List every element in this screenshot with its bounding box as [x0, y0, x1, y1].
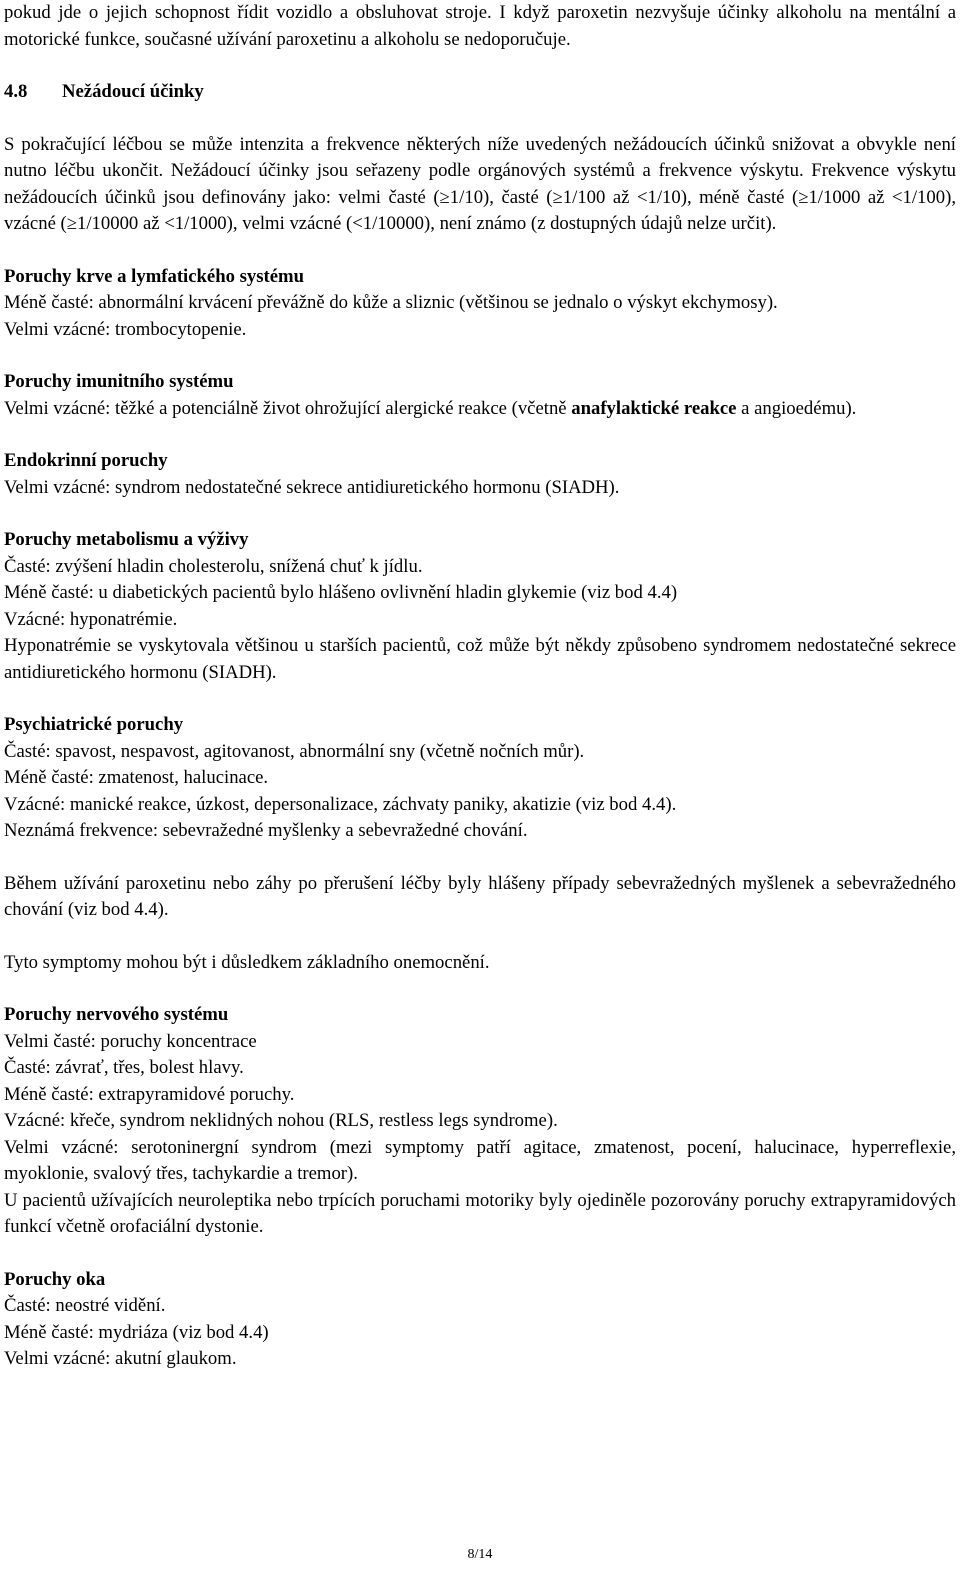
section-heading	[4, 79, 956, 106]
endocrine-heading: Endokrinní poruchy	[4, 450, 168, 471]
nervous-line-2: Časté: závrať, třes, bolest hlavy.	[4, 1057, 244, 1078]
eye-heading: Poruchy oka	[4, 1268, 106, 1290]
blood-line-1: Méně časté: abnormální krvácení převážně do kůže a sliznic (většinou se jednalo o výskyt ekchymosy).	[4, 292, 778, 313]
intro-paragraph: pokud jde o jejich schopnost řídit vozidlo a obsluhovat stroje. I když paroxetin nezvyšuje účinky alkoholu na mentální a motorické funkce, současné užívání paroxetinu a alkoholu se nedoporučuje.	[4, 2, 956, 50]
section-title: Nežádoucí účinky	[62, 81, 204, 102]
metabolism-line-4: Hyponatrémie se vyskytovala většinou u starších pacientů, což může být někdy způsobeno syndromem nedostatečné sekrece antidiuretického hormonu (SIADH).	[4, 635, 956, 683]
eye-line-2: Méně časté: mydriáza (viz bod 4.4)	[4, 1321, 269, 1343]
psych-heading: Psychiatrické poruchy	[4, 714, 184, 735]
nervous-line-4: Vzácné: křeče, syndrom neklidných nohou (RLS, restless legs syndrome).	[4, 1110, 558, 1131]
overview-paragraph: S pokračující léčbou se může intenzita a frekvence některých níže uvedených nežádoucích účinků snižovat a obvykle není nutno léčbu ukončit. Nežádoucí účinky jsou seřazeny podle orgánových systémů a frekvence výskytu. Frekvence výskytu nežádoucích účinků jsou definovány jako: velmi časté (≥1/10), časté (≥1/100 až <1/10), méně časté (≥1/1000 až <1/100), vzácné (≥1/10000 až <1/1000), velmi vzácné (<1/10000), není známo (z dostupných údajů nelze určit).	[4, 133, 956, 234]
psych-line-1: Časté: spavost, nespavost, agitovanost, abnormální sny (včetně nočních můr).	[4, 740, 585, 762]
nervous-line-3: Méně časté: extrapyramidové poruchy.	[4, 1083, 295, 1105]
psych-line-4: Neznámá frekvence: sebevražedné myšlenky a sebevražedné chování.	[4, 820, 528, 841]
metabolism-line-2: Méně časté: u diabetických pacientů bylo hlášeno ovlivnění hladin glykemie (viz bod 4.4)	[4, 582, 678, 603]
nervous-line-1: Velmi časté: poruchy koncentrace	[4, 1030, 257, 1052]
psych-line-3: Vzácné: manické reakce, úzkost, depersonalizace, záchvaty paniky, akatizie (viz bod 4.4).	[4, 793, 677, 815]
document-page	[4, 0, 956, 1373]
metabolism-line-1: Časté: zvýšení hladin cholesterolu, snížená chuť k jídlu.	[4, 555, 423, 577]
immune-text-b: a angioedému).	[736, 397, 857, 419]
immune-heading: Poruchy imunitního systému	[4, 371, 234, 392]
metabolism-line-3: Vzácné: hyponatrémie.	[4, 608, 178, 630]
metabolism-heading: Poruchy metabolismu a výživy	[4, 529, 249, 550]
nervous-line-6: U pacientů užívajících neuroleptika nebo trpících poruchami motoriky byly ojediněle pozorovány poruchy extrapyramidových funkcí včetně orofaciální dystonie.	[4, 1189, 956, 1237]
immune-text-bold: anafylaktické reakce	[571, 397, 737, 419]
page-number: 8/14	[467, 1547, 493, 1562]
eye-line-1: Časté: neostré vidění.	[4, 1295, 166, 1316]
section-number: 4.8	[4, 81, 28, 102]
blood-line-2: Velmi vzácné: trombocytopenie.	[4, 318, 247, 340]
blood-heading: Poruchy krve a lymfatického systému	[4, 265, 305, 287]
nervous-heading: Poruchy nervového systému	[4, 1004, 229, 1025]
eye-line-3: Velmi vzácné: akutní glaukom.	[4, 1348, 237, 1369]
psych-paragraph-1: Během užívání paroxetinu nebo záhy po přerušení léčby byly hlášeny případy sebevražedných myšlenek a sebevražedného chování (viz bod 4.4).	[4, 872, 956, 920]
psych-paragraph-2: Tyto symptomy mohou být i důsledkem základního onemocnění.	[4, 951, 490, 973]
immune-text-a: Velmi vzácné: těžké a potenciálně život ohrožující alergické reakce (včetně	[4, 397, 572, 419]
immune-line-1	[4, 396, 956, 423]
nervous-line-5: Velmi vzácné: serotoninergní syndrom (mezi symptomy patří agitace, zmatenost, pocení, halucinace, hyperreflexie, myoklonie, svalový třes, tachykardie a tremor).	[4, 1136, 956, 1184]
psych-line-2: Méně časté: zmatenost, halucinace.	[4, 767, 269, 788]
endocrine-line-1: Velmi vzácné: syndrom nedostatečné sekrece antidiuretického hormonu (SIADH).	[4, 476, 620, 498]
